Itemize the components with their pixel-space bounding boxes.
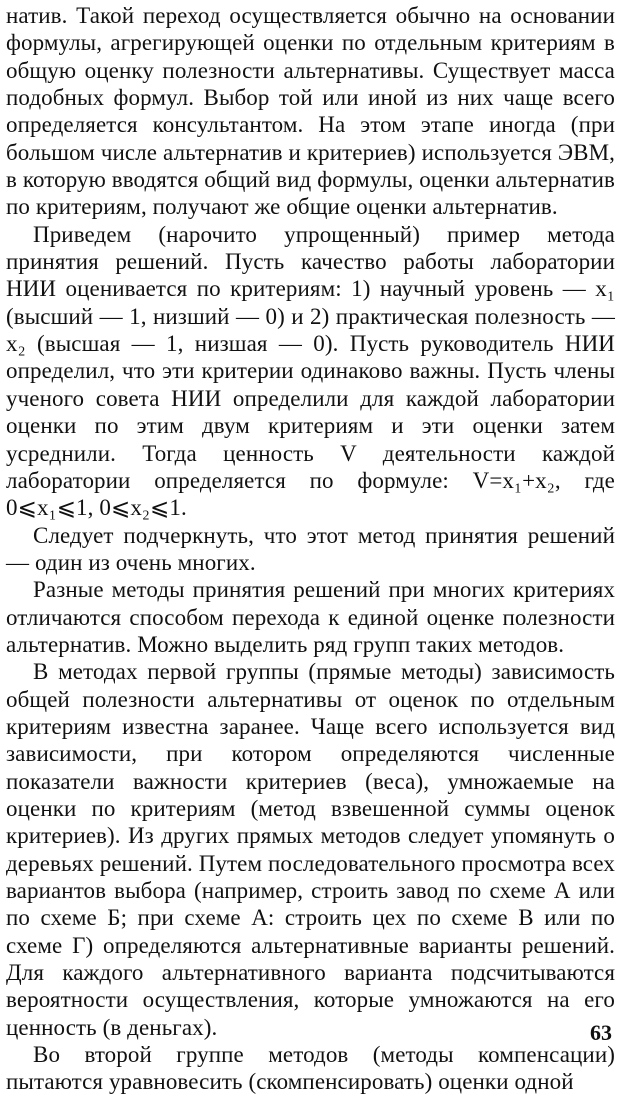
paragraph-4: Разные методы принятия решений при многих критериях отличаются способом перехода к единой оценке полезности альтернатив. Можно выделить ряд групп таких методов. (6, 577, 615, 657)
paragraph-6: Во второй группе методов (методы компенсации) пытаются уравновесить (скомпенсировать) оценки одной (6, 1042, 615, 1095)
paragraph-5: В методах первой группы (прямые методы) зависимость общей полезности альтернативы от оценок по отдельным критериям известна заранее. Чаще всего используется вид зависимости, при котором определяются численные показатели важности критериев (веса), умножаемые на оценки по критериям (метод взвешенной суммы оценок критериев). Из других прямых методов следует упомянуть о деревьях решений. Путем последовательного просмотра всех вариантов выбора (например, строить завод по схеме А или по схеме Б; при схеме А: строить цех по схеме В или по схеме Г) определяются альтернативные варианты решений. Для каждого альтернативного варианта подсчитываются вероятности осуществления, которые умножаются на его ценность (в деньгах). (6, 659, 615, 1040)
paragraph-3: Следует подчеркнуть, что этот метод принятия решений — один из очень многих. (6, 522, 615, 575)
paragraph-1: натив. Такой переход осуществляется обычно на основании формулы, агрегирующей оценки по отдельным критериям в общую оценку полезности альтернативы. Существует масса подобных формул. Выбор той или иной из них чаще всего определяется консультантом. На этом этапе иногда (при большом числе альтернатив и критериев) используется ЭВМ, в которую вводятся общий вид формулы, оценки альтернатив по критериям, получают же общие оценки альтернатив. (6, 3, 615, 220)
page-number: 63 (590, 1020, 612, 1045)
page-text (6, 2, 615, 1096)
paragraph-2: Приведем (нарочито упрощенный) пример метода принятия решений. Пусть качество работы лаборатории НИИ оценивается по критериям: 1) научный уровень — x₁ (высший — 1, низший — 0) и 2) практическая полезность — x₂ (высшая — 1, низшая — 0). Пусть руководитель НИИ определил, что эти критерии одинаково важны. Пусть члены ученого совета НИИ определили для каждой лаборатории оценки по этим двум критериям и эти оценки затем усреднили. Тогда ценность V деятельности каждой лаборатории определяется по формуле: V=x₁+x₂, где 0⩽x₁⩽1, 0⩽x₂⩽1. (6, 221, 615, 521)
